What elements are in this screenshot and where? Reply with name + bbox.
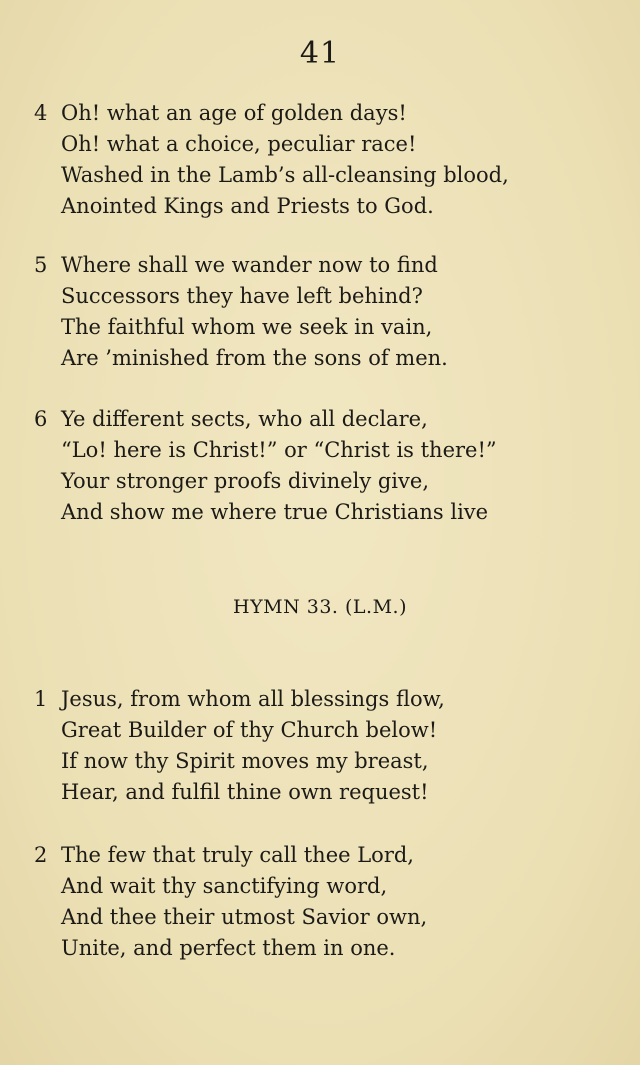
stanza-line — [34, 98, 624, 129]
stanza-number: 5 — [34, 253, 48, 277]
verse-text: Unite, and perfect them in one. — [61, 936, 396, 960]
verse-text: Washed in the Lamb’s all-cleansing blood, — [61, 163, 509, 187]
stanza-number: 6 — [34, 407, 48, 431]
stanza-line — [34, 250, 624, 281]
verse-text: Oh! what an age of golden days! — [61, 101, 407, 125]
stanza-line — [34, 343, 624, 374]
stanza-4 — [34, 98, 624, 222]
stanza-1 — [34, 684, 624, 808]
stanza-line — [34, 466, 624, 497]
stanza-line — [34, 129, 624, 160]
verse-text: Oh! what a choice, peculiar race! — [61, 132, 417, 156]
stanza-line — [34, 497, 624, 528]
stanza-line — [34, 160, 624, 191]
verse-text: And wait thy sanctifying word, — [61, 874, 388, 898]
verse-text: Hear, and fulfil thine own request! — [61, 780, 429, 804]
verse-text: Successors they have left behind? — [61, 284, 423, 308]
stanza-line — [34, 871, 624, 902]
stanza-6 — [34, 404, 624, 528]
verse-text: Ye different sects, who all declare, — [61, 407, 428, 431]
page-number: 41 — [299, 36, 341, 71]
stanza-line — [34, 435, 624, 466]
verse-text: The few that truly call thee Lord, — [61, 843, 414, 867]
stanza-line — [34, 902, 624, 933]
verse-text: Are ’minished from the sons of men. — [61, 346, 448, 370]
stanza-number: 1 — [34, 687, 48, 711]
verse-text: Your stronger proofs divinely give, — [61, 469, 429, 493]
verse-text: Jesus, from whom all blessings flow, — [61, 687, 445, 711]
verse-text: If now thy Spirit moves my breast, — [61, 749, 429, 773]
verse-text: Anointed Kings and Priests to God. — [61, 194, 434, 218]
stanza-number: 2 — [34, 843, 48, 867]
stanza-line — [34, 191, 624, 222]
stanza-line — [34, 840, 624, 871]
stanza-line — [34, 684, 624, 715]
verse-text: And show me where true Christians live — [61, 500, 489, 524]
verse-text: And thee their utmost Savior own, — [61, 905, 428, 929]
verse-text: Where shall we wander now to find — [61, 253, 438, 277]
hymn-title: HYMN 33. (L.M.) — [233, 596, 407, 618]
stanza-line — [34, 715, 624, 746]
verse-text: “Lo! here is Christ!” or “Christ is there!” — [61, 438, 497, 462]
stanza-line — [34, 281, 624, 312]
stanza-line — [34, 746, 624, 777]
stanza-number: 4 — [34, 101, 48, 125]
stanza-line — [34, 777, 624, 808]
stanza-line — [34, 404, 624, 435]
stanza-line — [34, 933, 624, 964]
verse-text: Great Builder of thy Church below! — [61, 718, 438, 742]
stanza-2 — [34, 840, 624, 964]
stanza-line — [34, 312, 624, 343]
verse-text: The faithful whom we seek in vain, — [61, 315, 433, 339]
stanza-5 — [34, 250, 624, 374]
